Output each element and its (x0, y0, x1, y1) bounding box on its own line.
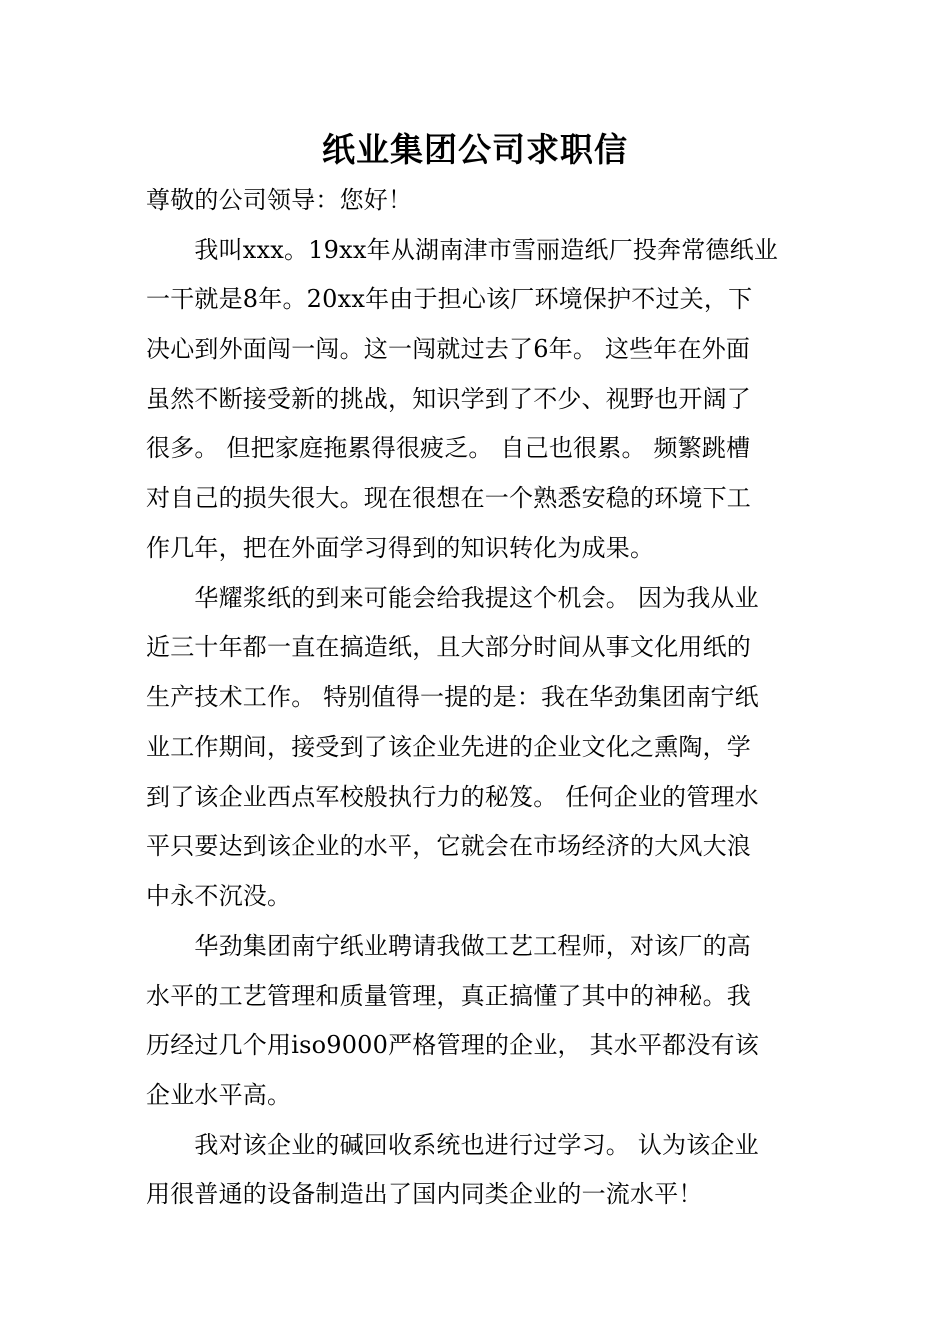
text-line: 业工作期间，接受到了该企业先进的企业文化之熏陶，学 (146, 733, 751, 761)
text-line: 对自己的损失很大。现在很想在一个熟悉安稳的环境下工 (146, 484, 751, 512)
text-line: 中永不沉没。 (146, 882, 292, 910)
text-line: 到了该企业西点军校般执行力的秘笈。 任何企业的管理水 (146, 783, 759, 811)
text-line: 作几年，把在外面学习得到的知识转化为成果。 (146, 534, 655, 562)
text-line: 企业水平高。 (146, 1081, 292, 1109)
text-line: 水平的工艺管理和质量管理，真正搞懂了其中的神秘。我 (146, 982, 751, 1010)
text-line: 一干就是8年。20xx年由于担心该厂环境保护不过关，下 (146, 285, 753, 313)
text-line: 生产技术工作。 特别值得一提的是：我在华劲集团南宁纸 (146, 683, 759, 711)
text-line: 我对该企业的碱回收系统也进行过学习。 认为该企业 (146, 1131, 759, 1159)
text-line: 近三十年都一直在搞造纸，且大部分时间从事文化用纸的 (146, 633, 751, 661)
salutation-line: 尊敬的公司领导：您好！ (146, 186, 413, 214)
text-line: 华耀浆纸的到来可能会给我提这个机会。 因为我从业 (146, 584, 759, 612)
text-line: 华劲集团南宁纸业聘请我做工艺工程师，对该厂的高 (146, 932, 751, 960)
text-line: 我叫xxx。19xx年从湖南津市雪丽造纸厂投奔常德纸业 (146, 236, 779, 264)
text-line: 决心到外面闯一闯。这一闯就过去了6年。 这些年在外面 (146, 335, 751, 363)
document-title: 纸业集团公司求职信 (322, 130, 628, 169)
text-line: 虽然不断接受新的挑战，知识学到了不少、视野也开阔了 (146, 385, 751, 413)
text-line: 用很普通的设备制造出了国内同类企业的一流水平！ (146, 1180, 703, 1208)
text-line: 历经过几个用iso9000严格管理的企业， 其水平都没有该 (146, 1031, 759, 1059)
text-line: 很多。 但把家庭拖累得很疲乏。 自己也很累。 频繁跳槽 (146, 434, 751, 462)
text-line: 平只要达到该企业的水平，它就会在市场经济的大风大浪 (146, 832, 751, 860)
